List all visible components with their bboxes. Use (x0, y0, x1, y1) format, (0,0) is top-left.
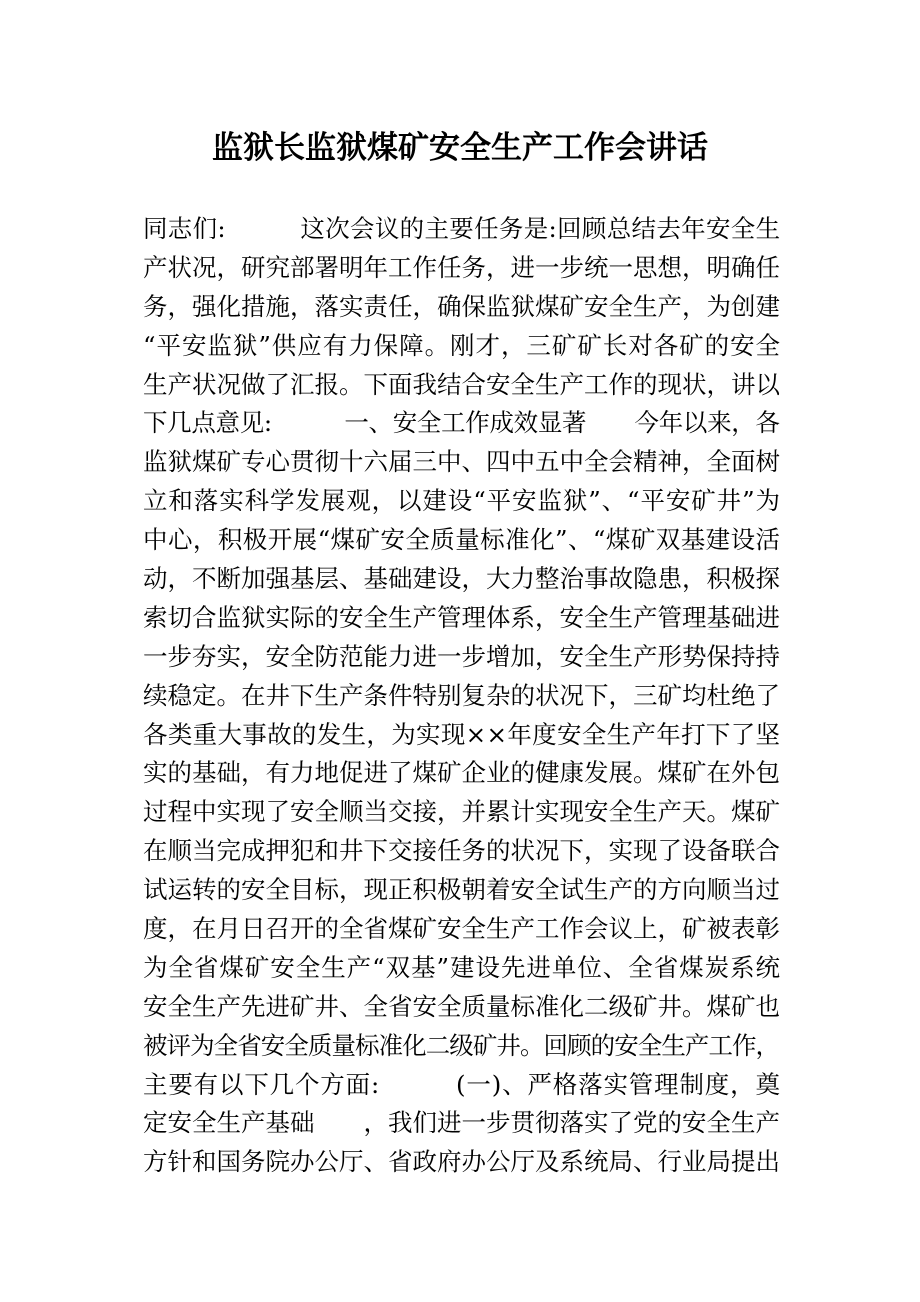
body-line: 在顺当完成押犯和井下交接任务的状况下，实现了设备联合 (143, 836, 780, 866)
body-line: 各类重大事故的发生，为实现××年度安全生产年打下了坚 (143, 719, 781, 749)
body-line: 安全生产先进矿井、全省安全质量标准化二级矿井。煤矿也 (143, 991, 780, 1021)
body-line: 动，不断加强基层、基础建设，大力整治事故隐患，积极探 (143, 564, 780, 594)
body-line: 下几点意见: 一、安全工作成效显著 今年以来，各 (143, 408, 780, 438)
body-line: 续稳定。在井下生产条件特别复杂的状况下，三矿均杜绝了 (143, 680, 780, 710)
body-line: 为全省煤矿安全生产“双基”建设先进单位、全省煤炭系统 (143, 952, 782, 982)
body-line: 一步夯实，安全防范能力进一步增加，安全生产形势保持持 (143, 641, 780, 671)
body-line: 实的基础，有力地促进了煤矿企业的健康发展。煤矿在外包 (143, 758, 780, 788)
body-line: 务，强化措施，落实责任，确保监狱煤矿安全生产，为创建 (143, 291, 780, 321)
document-title: 监狱长监狱煤矿安全生产工作会讲话 (212, 130, 708, 166)
body-line: 方针和国务院办公厅、省政府办公厅及系统局、行业局提出 (143, 1147, 780, 1177)
body-line: 生产状况做了汇报。下面我结合安全生产工作的现状，讲以 (143, 369, 780, 399)
body-line: 同志们: 这次会议的主要任务是:回顾总结去年安全生 (143, 214, 781, 243)
body-line: 立和落实科学发展观，以建设“平安监狱”、“平安矿井”为 (143, 486, 781, 516)
body-line: 监狱煤矿专心贯彻十六届三中、四中五中全会精神，全面树 (143, 447, 780, 477)
body-line: 被评为全省安全质量标准化二级矿井。回顾的安全生产工作， (143, 1030, 780, 1060)
body-line: 过程中实现了安全顺当交接，并累计实现安全生产天。煤矿 (143, 797, 780, 827)
body-line: 索切合监狱实际的安全生产管理体系，安全生产管理基础进 (143, 602, 780, 632)
body-line: 定安全生产基础 ，我们进一步贯彻落实了党的安全生产 (143, 1108, 780, 1138)
body-line: 主要有以下几个方面: (一)、严格落实管理制度，奠 (143, 1069, 781, 1099)
body-line: 度，在月日召开的全省煤矿安全生产工作会议上，矿被表彰 (143, 914, 780, 944)
body-line: 产状况，研究部署明年工作任务，进一步统一思想，明确任 (143, 252, 780, 282)
body-line: 中心，积极开展“煤矿安全质量标准化”、“煤矿双基建设活 (143, 525, 781, 555)
document-body (143, 210, 783, 1182)
body-line: 试运转的安全目标，现正积极朝着安全试生产的方向顺当过 (143, 875, 780, 905)
body-line: “平安监狱”供应有力保障。刚才，三矿矿长对各矿的安全 (143, 330, 782, 360)
